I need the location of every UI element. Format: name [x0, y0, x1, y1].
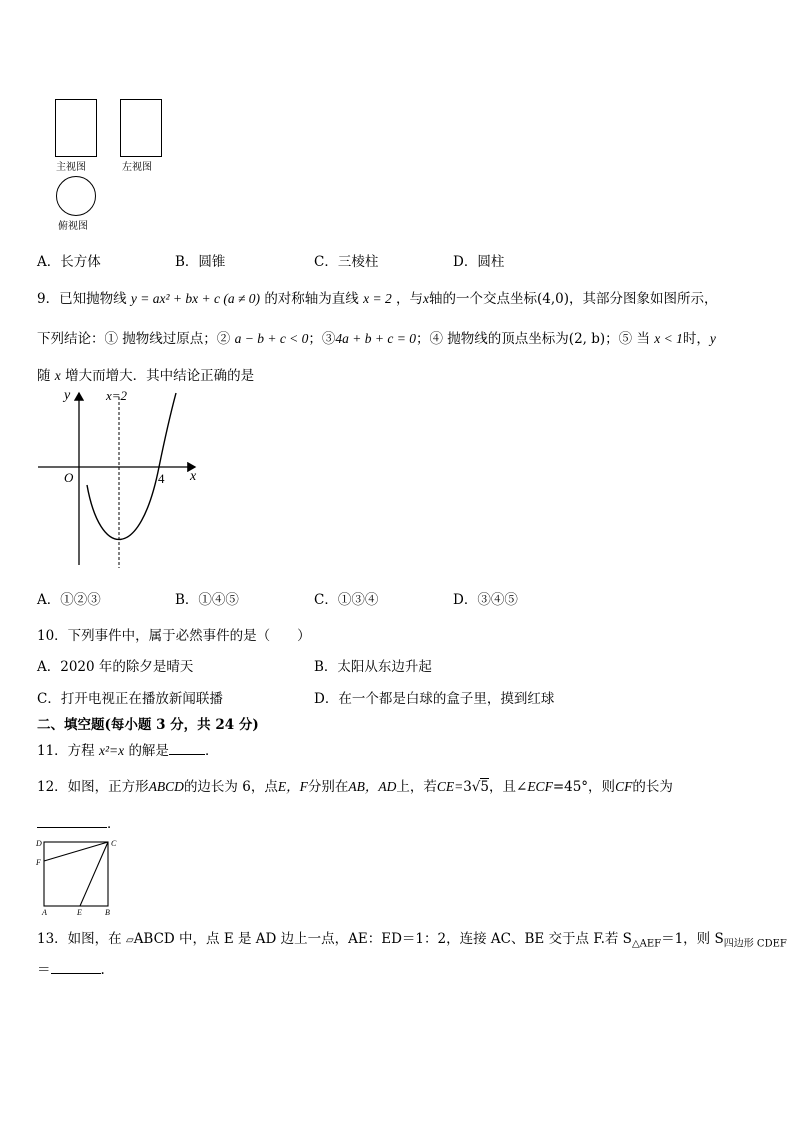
q12-label-f: F: [36, 858, 41, 867]
q9-parabola-graph: [30, 383, 210, 573]
q8-option-d: D．圆柱: [453, 254, 505, 270]
q12-label-c: C: [111, 839, 117, 848]
front-view-label: 主视图: [56, 162, 86, 173]
q12-label-e: E: [77, 908, 82, 917]
q12-square-figure: [34, 836, 124, 918]
q9-option-c: C．①③④: [314, 592, 379, 608]
q10-option-c: C．打开电视正在播放新闻联播: [37, 691, 223, 707]
front-view-rect: [55, 99, 97, 157]
q12-answer-blank[interactable]: [37, 827, 107, 828]
q9-line-1: 9．已知抛物线 y = ax² + bx + c (a ≠ 0) 的对称轴为直线 x = 2 ，与x轴的一个交点坐标(4,0)，其部分图象如图所示，: [37, 291, 718, 307]
q12-stem: 12．如图，正方形ABCD的边长为 6，点E，F分别在AB，AD上，若CE=3√5，且∠ECF=45°，则CF的长为: [37, 779, 673, 795]
q9-parabola-curve: [87, 393, 176, 539]
q9-y-label: y: [64, 388, 71, 403]
q12-label-a: A: [42, 908, 47, 917]
q12-label-d: D: [36, 839, 42, 848]
q9-line-2: 下列结论：① 抛物线过原点；② a − b + c < 0；③4a + b + c = 0；④ 抛物线的顶点坐标为(2, b)；⑤ 当 x < 1时，y: [37, 331, 716, 347]
q12-answer-line: ．: [37, 812, 121, 832]
sqrt-symbol: √: [471, 779, 481, 795]
q11-stem: 11．方程 x²=x 的解是 ．: [37, 743, 219, 759]
q9-axis-equation: x = 2: [363, 291, 392, 306]
q10-option-b: B．太阳从东边升起: [314, 659, 432, 675]
top-view-label: 俯视图: [58, 221, 88, 232]
q9-option-a: A．①②③: [37, 592, 101, 608]
q9-option-d: D．③④⑤: [453, 592, 518, 608]
left-view-rect: [120, 99, 162, 157]
q12-label-b: B: [105, 908, 110, 917]
q9-x-label: x: [190, 469, 197, 484]
q8-option-c: C．三棱柱: [314, 254, 379, 270]
q9-line-3: 随 x 增大而增大．其中结论正确的是: [37, 368, 255, 384]
q10-option-d: D．在一个都是白球的盒子里，摸到红球: [314, 691, 555, 707]
q9-origin-label: O: [64, 470, 74, 485]
top-view-circle: [56, 176, 96, 216]
q9-axis-label: x=2: [106, 388, 128, 403]
q10-stem: 10．下列事件中，属于必然事件的是（ ）: [37, 628, 311, 644]
section-2-title: 二、填空题(每小题 3 分，共 24 分): [37, 717, 259, 733]
q9-parabola-equation: y = ax² + bx + c (a ≠ 0): [130, 291, 261, 306]
q9-root-label: 4: [158, 471, 165, 486]
parallelogram-symbol: ▱: [125, 935, 134, 946]
left-view-label: 左视图: [122, 162, 152, 173]
q13-answer-blank[interactable]: [51, 973, 101, 974]
q13-answer-line: ＝ .: [37, 962, 105, 978]
q12-segment-ce: [80, 842, 108, 906]
q8-option-b: B．圆锥: [175, 254, 226, 270]
q12-segment-cf: [44, 842, 108, 861]
q13-stem: 13．如图，在 ▱ABCD 中，点 E 是 AD 边上一点，AE：ED＝1：2，连接 AC、BE 交于点 F.若 $S_{\triangle AEF}=1$，则 $S_{四边形 CDEF}$: [37, 931, 787, 950]
q8-option-a: A．长方体: [37, 254, 101, 270]
q11-answer-blank[interactable]: [169, 754, 205, 755]
q10-option-a: A．2020 年的除夕是晴天: [37, 659, 194, 675]
q9-option-b: B．①④⑤: [175, 592, 239, 608]
